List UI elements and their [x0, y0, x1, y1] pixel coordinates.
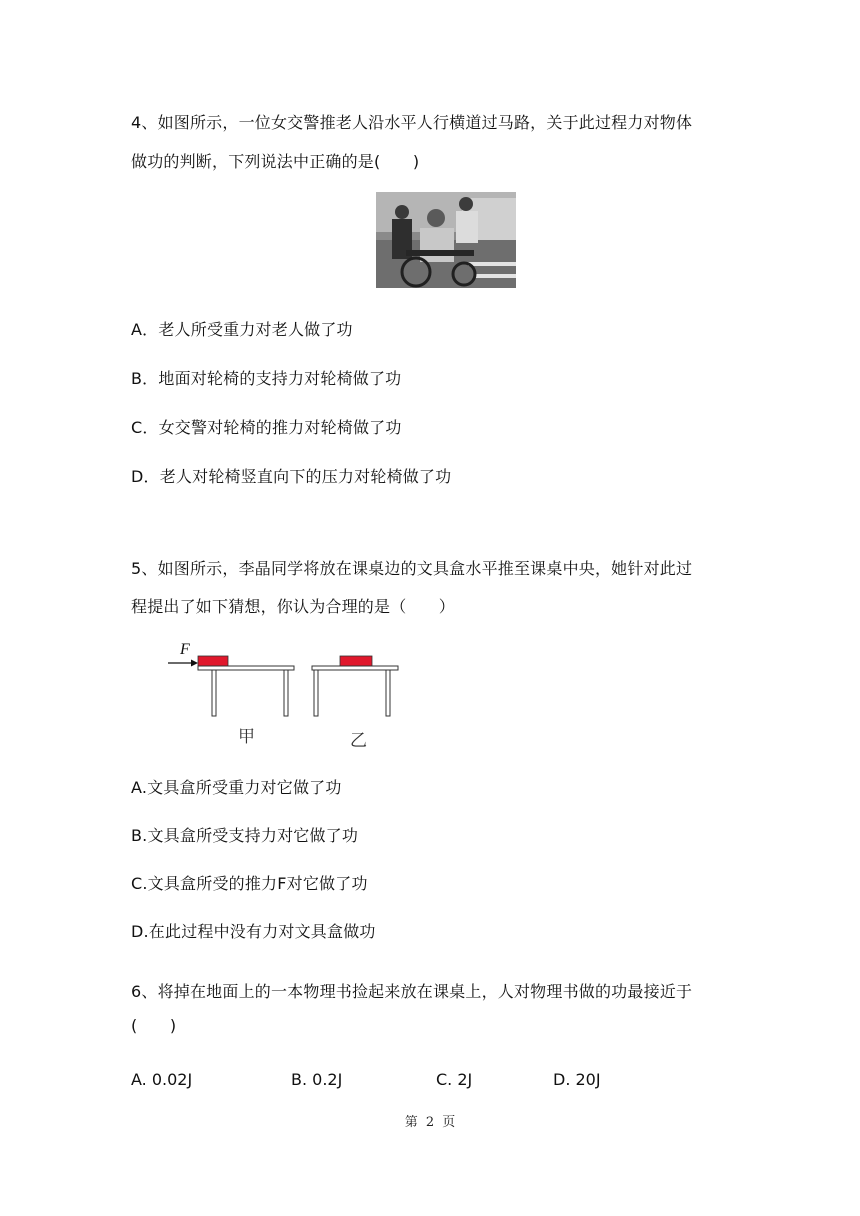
label-yi: 乙 [350, 731, 367, 750]
desk-top-left [198, 666, 294, 670]
q4-option-d[interactable]: D．老人对轮椅竖直向下的压力对轮椅做了功 [131, 467, 452, 486]
q6-option-d[interactable]: D. 20J [553, 1070, 601, 1089]
q6-option-a[interactable]: A. 0.02J [131, 1070, 193, 1089]
q5-stem-line2: 程提出了如下猜想，你认为合理的是（ ） [131, 597, 456, 616]
page-number: 2 [425, 1115, 435, 1130]
desk-leg-left-2 [284, 670, 288, 716]
q5-option-a[interactable]: A.文具盒所受重力对它做了功 [131, 778, 342, 797]
desk-top-right [312, 666, 398, 670]
desk-pencil-box-figure [160, 638, 410, 750]
desk-leg-right-1 [314, 670, 318, 716]
force-label: F [180, 641, 190, 658]
pencil-box-right [340, 656, 372, 666]
q5-option-d[interactable]: D.在此过程中没有力对文具盒做功 [131, 922, 376, 941]
q4-option-c[interactable]: C．女交警对轮椅的推力对轮椅做了功 [131, 418, 402, 437]
desk-leg-right-2 [386, 670, 390, 716]
q4-stem-line1: 4、如图所示，一位女交警推老人沿水平人行横道过马路，关于此过程力对物体 [131, 113, 693, 132]
q4-option-b[interactable]: B．地面对轮椅的支持力对轮椅做了功 [131, 369, 402, 388]
q4-option-a[interactable]: A．老人所受重力对老人做了功 [131, 320, 353, 339]
q6-stem-line2: ( ) [131, 1016, 177, 1035]
q6-option-c[interactable]: C. 2J [436, 1070, 473, 1089]
footer-prefix: 第 [404, 1115, 418, 1130]
q6-option-b[interactable]: B. 0.2J [291, 1070, 343, 1089]
page-footer [0, 1111, 860, 1130]
label-jia: 甲 [238, 727, 255, 747]
q6-stem-line1: 6、将掉在地面上的一本物理书捡起来放在课桌上，人对物理书做的功最接近于 [131, 982, 693, 1001]
q5-option-c[interactable]: C.文具盒所受的推力F对它做了功 [131, 874, 368, 893]
q5-stem-line1: 5、如图所示，李晶同学将放在课桌边的文具盒水平推至课桌中央，她针对此过 [131, 559, 693, 578]
q4-stem-line2: 做功的判断，下列说法中正确的是( ) [131, 152, 420, 171]
desk-leg-left-1 [212, 670, 216, 716]
q5-option-b[interactable]: B.文具盒所受支持力对它做了功 [131, 826, 359, 845]
footer-suffix: 页 [442, 1115, 456, 1130]
force-arrowhead [191, 660, 198, 667]
traffic-police-wheelchair-photo [376, 192, 516, 288]
pencil-box-left [198, 656, 228, 666]
